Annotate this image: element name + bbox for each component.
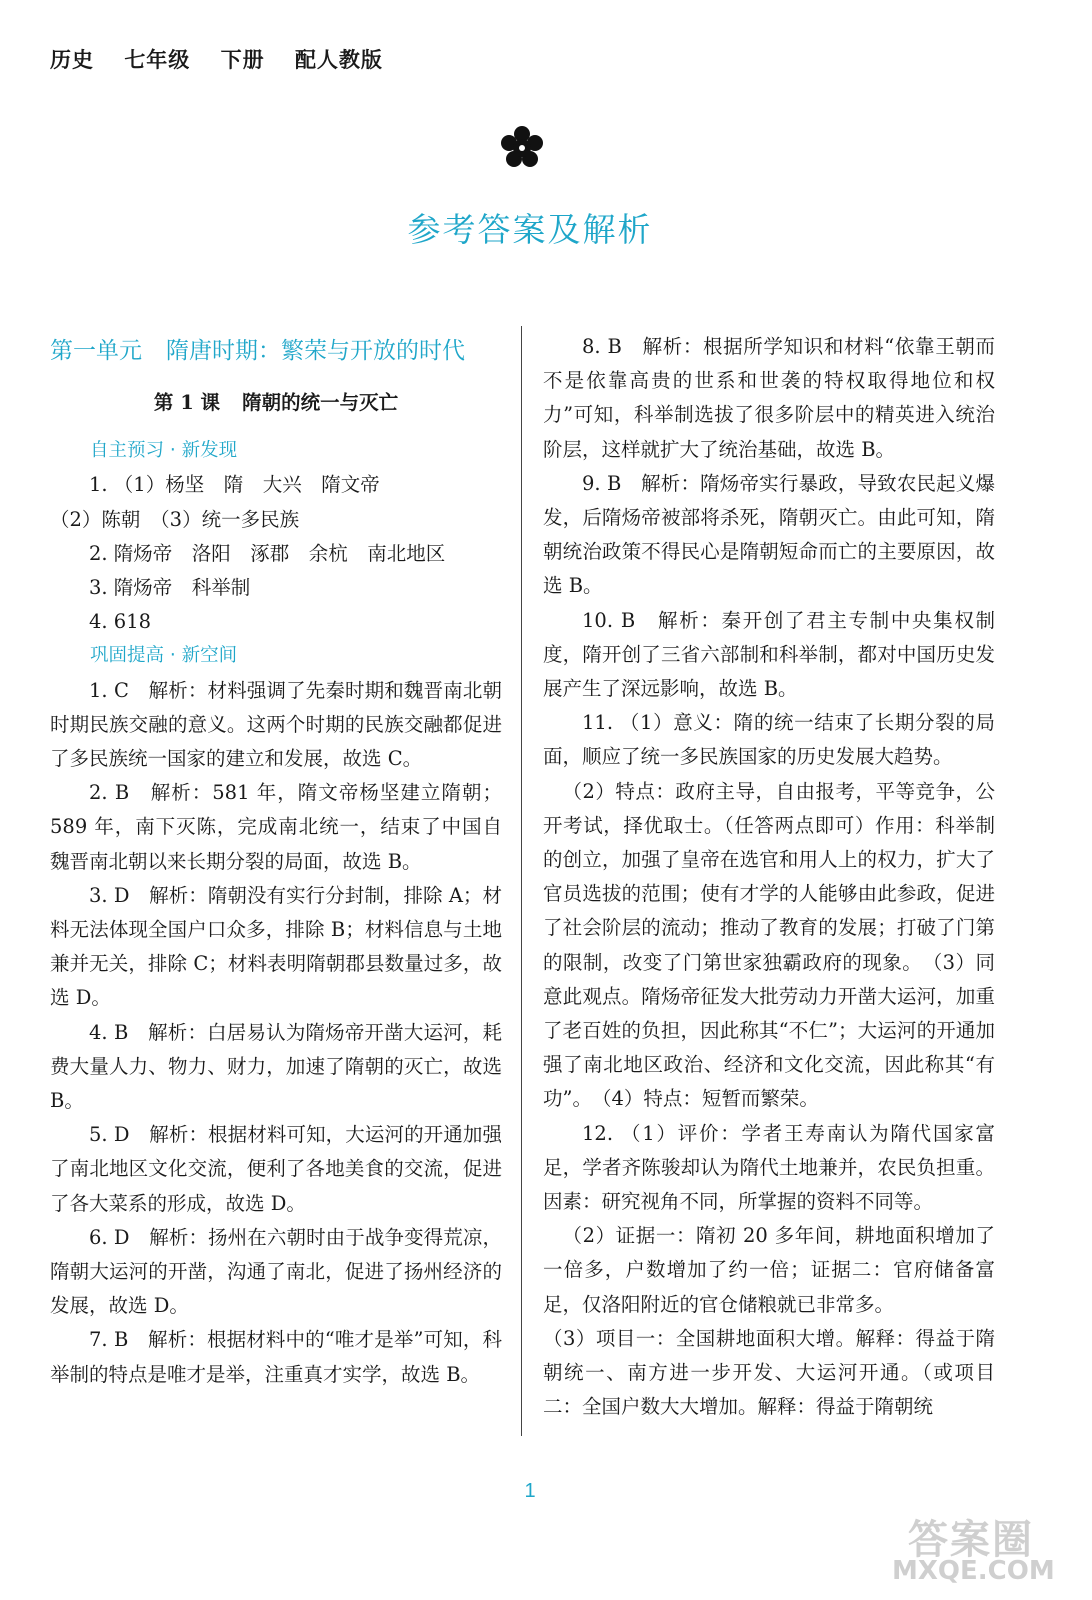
watermark-url: MXQE.COM	[892, 1556, 1055, 1586]
answer-item: 12. （1）评价：学者王寿南认为隋代国家富足，学者齐陈骏却认为隋代土地兼并，农民负担重。因素：研究视角不同，所掌握的资料不同等。	[543, 1121, 995, 1214]
answer-item: 7. B 解析：根据材料中的“唯才是举”可知，科举制的特点是唯才是举，注重真才实学，故选 B。	[50, 1328, 502, 1386]
answer-item: （2）特点：政府主导，自由报考，平等竞争，公开考试，择优取士。（任答两点即可）作用：科举制的创立，加强了皇帝在选官和用人上的权力，扩大了官员选拔的范围；使有才学的人能够由此参政，促进了社会阶层的流动；推动了教育的发展；打破了门第的限制，改变了门第世家独霸政府的现象。 （3）同意此观点。隋炀帝征发大批劳动力开凿大运河，加重了老百姓的负担，因此称其“不仁”；大运河的开通加强了南北地区政治、经济和文化交流，因此称其“有功”。 （4）特点：短暂而繁荣。	[543, 779, 995, 1111]
header-volume: 下册	[220, 47, 265, 72]
answer-item: 8. B 解析：根据所学知识和材料“依靠王朝而不是依靠高贵的世系和世袭的特权取得地位和权力”可知，科举制选拔了很多阶层中的精英进入统治阶层，这样就扩大了统治基础，故选 B。	[543, 335, 995, 461]
lesson-label: 第 1 课	[153, 391, 221, 414]
answer-item: 3. D 解析：隋朝没有实行分封制，排除 A；材料无法体现全国户口众多，排除 B；材料信息与土地兼并无关，排除 C；材料表明隋朝郡县数量过多，故选 D。	[50, 883, 503, 1010]
right-column	[543, 330, 995, 1425]
watermark-logo	[892, 1508, 1068, 1586]
answer-item: 1. C 解析：材料强调了先秦时期和魏晋南北朝时期民族交融的意义。这两个时期的民族交融都促进了多民族统一国家的建立和发展，故选 C。	[50, 678, 502, 771]
section-heading-consolidate: 巩固提高 · 新空间	[90, 645, 238, 667]
unit-label: 第一单元	[50, 338, 142, 364]
page-title: 参考答案及解析	[407, 210, 653, 249]
unit-name: 隋唐时期：繁荣与开放的时代	[166, 338, 465, 364]
section-heading-preview: 自主预习 · 新发现	[90, 440, 238, 462]
header-edition: 配人教版	[294, 47, 383, 72]
column-divider	[521, 326, 522, 1436]
lesson-heading	[50, 386, 502, 420]
answer-item: （2）陈朝 （3）统一多民族	[50, 507, 300, 531]
flower-ornament-icon	[498, 124, 546, 172]
header-subject: 历史	[50, 47, 94, 72]
answer-item: 1. （1）杨坚 隋 大兴 隋文帝	[89, 473, 380, 497]
unit-heading	[50, 334, 502, 368]
lesson-name: 隋朝的统一与灭亡	[242, 391, 399, 414]
header-grade: 七年级	[124, 47, 191, 72]
answer-item: 10. B 解析：秦开创了君主专制中央集权制度，隋开创了三省六部制和科举制，都对中国历史发展产生了深远影响，故选 B。	[543, 608, 995, 701]
answer-item: 5. D 解析：根据材料可知，大运河的开通加强了南北地区文化交流，便利了各地美食的交流，促进了各大菜系的形成，故选 D。	[50, 1123, 502, 1215]
answer-item: （3）项目一：全国耕地面积大增。解释：得益于隋朝统一、南方进一步开发、大运河开通。（或项目二：全国户数大大增加。解释：得益于隋朝统	[543, 1326, 995, 1419]
running-header	[50, 44, 405, 74]
answer-item: 4. 618	[89, 610, 152, 634]
answer-item: 4. B 解析：白居易认为隋炀帝开凿大运河，耗费大量人力、物力、财力，加速了隋朝的灭亡，故选 B。	[50, 1020, 502, 1113]
answer-item: 2. 隋炀帝 洛阳 涿郡 余杭 南北地区	[89, 541, 446, 565]
answer-item: 6. D 解析：扬州在六朝时由于战争变得荒凉，隋朝大运河的开凿，沟通了南北，促进了扬州经济的发展，故选 D。	[50, 1225, 502, 1318]
answer-item: 11. （1）意义：隋的统一结束了长期分裂的局面，顺应了统一多民族国家的历史发展大趋势。	[543, 711, 995, 769]
watermark-text: 答案圈	[908, 1517, 1034, 1563]
answer-item: 3. 隋炀帝 科举制	[89, 576, 251, 600]
left-column	[50, 330, 502, 1392]
page-number: 1	[524, 1480, 536, 1502]
answer-item: （2）证据一：隋初 20 多年间，耕地面积增加了一倍多，户数增加了约一倍；证据二：官府储备富足，仅洛阳附近的官仓储粮就已非常多。	[543, 1224, 995, 1316]
answer-item: 2. B 解析：581 年，隋文帝杨坚建立隋朝；589 年，南下灭陈，完成南北统一，结束了中国自魏晋南北朝以来长期分裂的局面，故选 B。	[50, 781, 502, 873]
answer-item: 9. B 解析：隋炀帝实行暴政，导致农民起义爆发，后隋炀帝被部将杀死，隋朝灭亡。由此可知，隋朝统治政策不得民心是隋朝短命而亡的主要原因，故选 B。	[543, 471, 995, 598]
